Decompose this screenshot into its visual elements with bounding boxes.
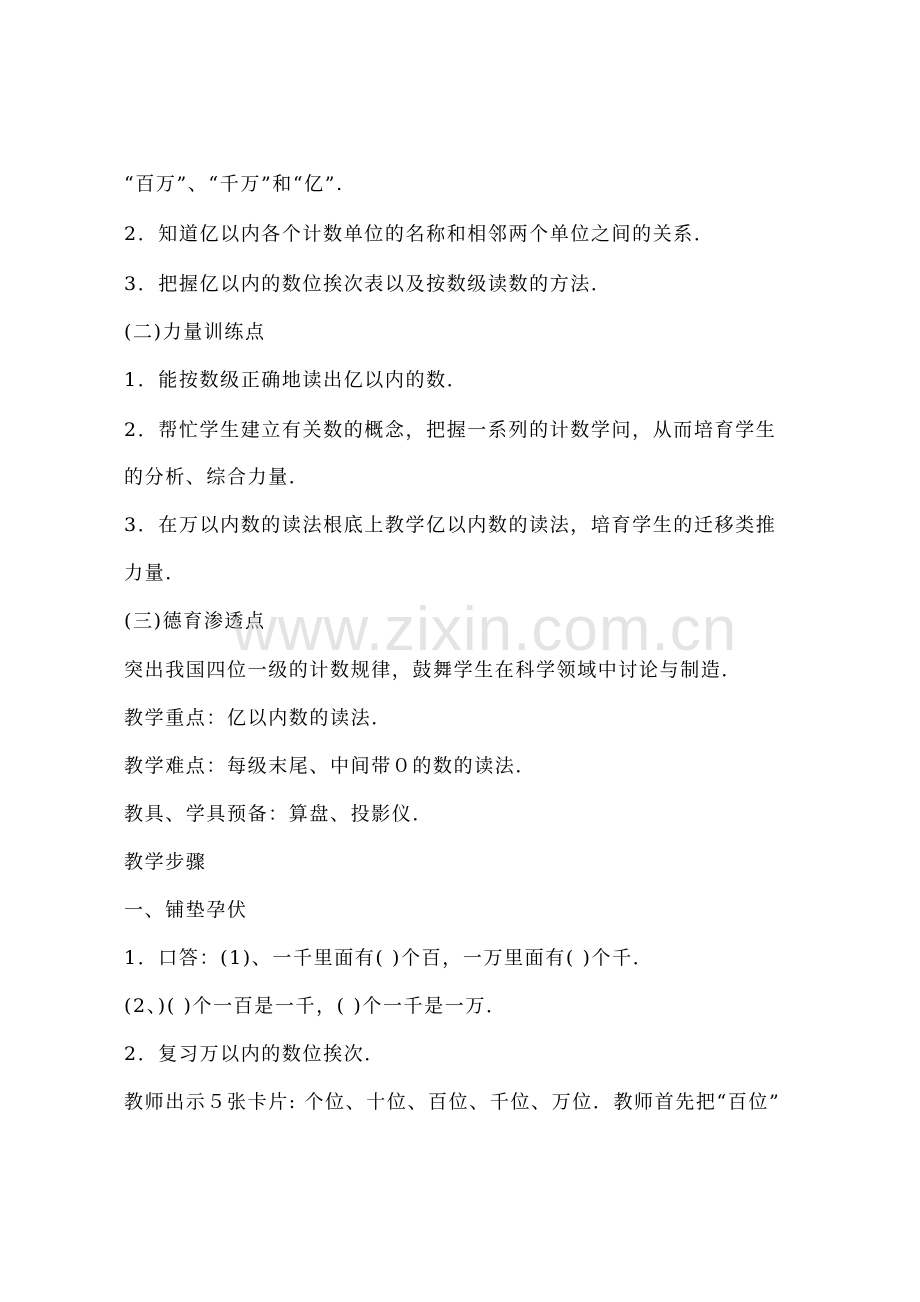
teaching-difficulty: 教学难点：每级末尾、中间带０的数的读法． bbox=[124, 755, 537, 777]
step-one-heading: 一、铺垫孕伏 bbox=[124, 899, 248, 921]
text-line-3: 3．把握亿以内的数位挨次表以及按数级读数的方法． bbox=[124, 273, 612, 295]
text-line-8: 3．在万以内数的读法根底上教学亿以内数的读法，培育学生的迁移类推 bbox=[124, 514, 777, 536]
text-line-7: 的分析、综合力量． bbox=[124, 466, 310, 488]
text-line-2: 2．知道亿以内各个计数单位的名称和相邻两个单位之间的关系． bbox=[124, 223, 715, 245]
teaching-tools: 教具、学具预备：算盘、投影仪． bbox=[124, 803, 434, 825]
text-line-19: 2．复习万以内的数位挨次． bbox=[124, 1043, 385, 1065]
teaching-focus: 教学重点：亿以内数的读法． bbox=[124, 707, 392, 729]
text-line-20: 教师出示５张卡片: 个位、十位、百位、千位、万位．教师首先把“百位” bbox=[124, 1091, 781, 1113]
text-line-11: 突出我国四位一级的计数规律，鼓舞学生在科学领域中讨论与制造． bbox=[124, 659, 743, 681]
text-line-5: 1．能按数级正确地读出亿以内的数． bbox=[124, 369, 468, 391]
section-heading-moral: (三)德育渗透点 bbox=[124, 610, 266, 632]
text-line-1: “百万”、“千万”和“亿”. bbox=[124, 173, 344, 195]
section-heading-ability: (二)力量训练点 bbox=[124, 321, 266, 343]
watermark: www.zixin.com.cn bbox=[232, 595, 738, 664]
text-line-9: 力量． bbox=[124, 562, 186, 584]
text-line-18: (2、)( )个一百是一千，( )个一千是一万． bbox=[124, 995, 507, 1017]
text-line-17: 1．口答：(1)、一千里面有( )个百，一万里面有( )个千． bbox=[124, 947, 654, 969]
teaching-steps-heading: 教学步骤 bbox=[124, 851, 207, 873]
text-line-6: 2．帮忙学生建立有关数的概念，把握一系列的计数学问，从而培育学生 bbox=[124, 419, 777, 441]
